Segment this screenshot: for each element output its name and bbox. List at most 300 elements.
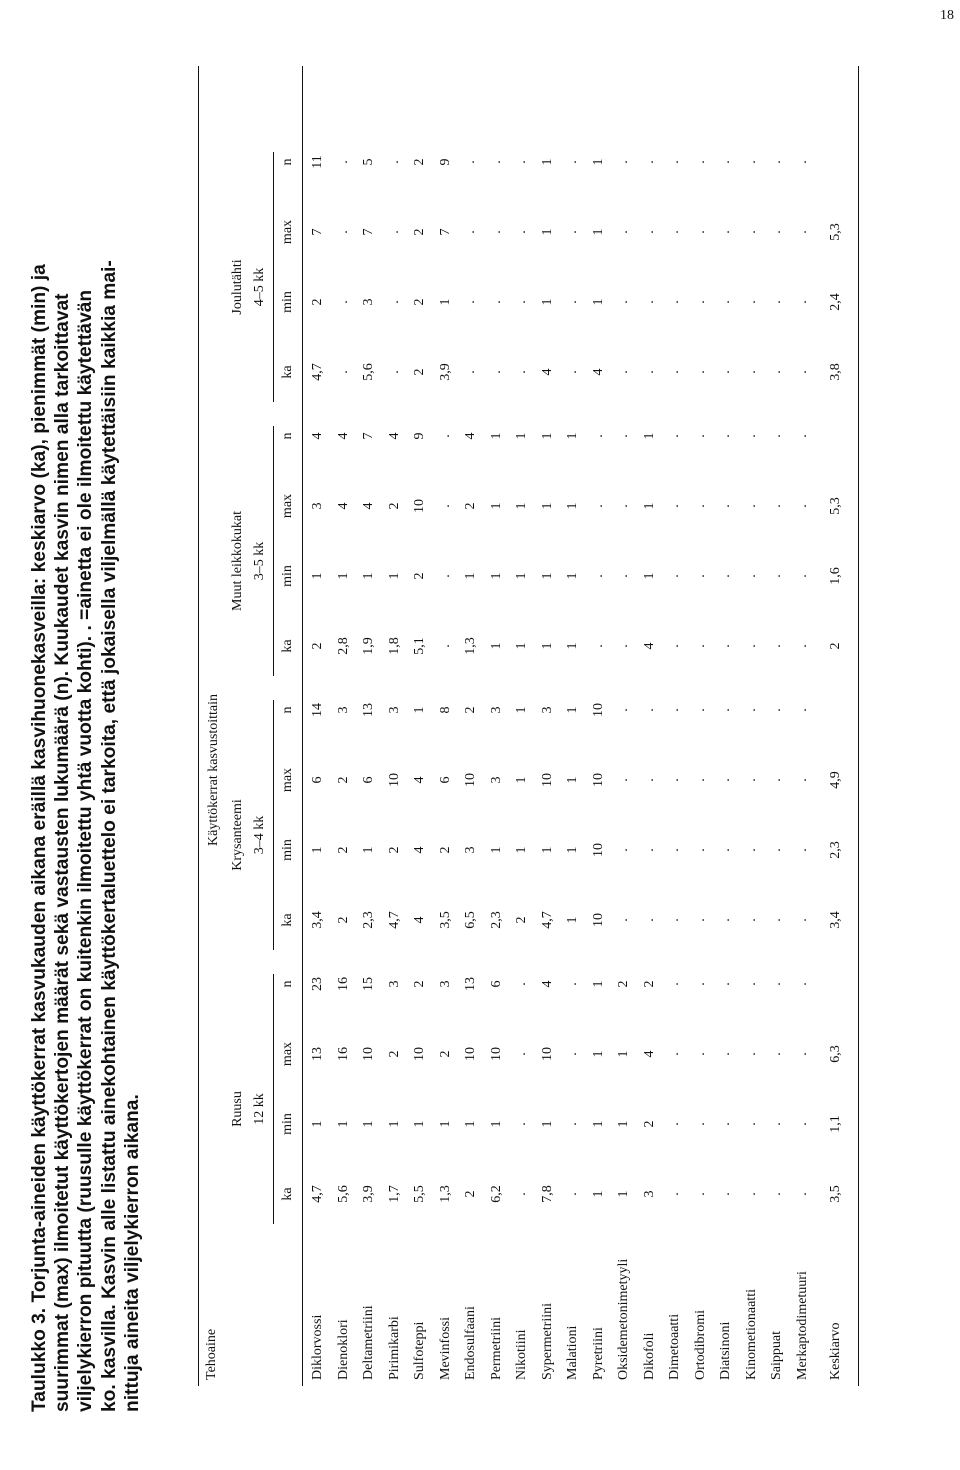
- table-cell: .: [692, 574, 708, 578]
- table-cell: .: [743, 1052, 759, 1056]
- table-cell: .: [718, 982, 733, 986]
- table-cell: .: [335, 300, 351, 304]
- table-cell: 1: [488, 432, 504, 440]
- table-cell: .: [718, 370, 733, 374]
- table-cell: .: [641, 778, 657, 782]
- table-cell: 10: [488, 1047, 504, 1061]
- table-cell: 6: [488, 980, 504, 988]
- table-cell: 5,6: [335, 1185, 351, 1203]
- table-cell: .: [794, 644, 810, 648]
- table-cell: .: [769, 708, 784, 712]
- table-cell: .: [641, 300, 657, 304]
- table-cell: 4,7: [539, 911, 555, 929]
- table-cell: 4: [386, 432, 402, 440]
- table-cell: 1: [616, 1050, 631, 1058]
- table-cell: .: [692, 1122, 708, 1126]
- table-cell: 2: [828, 642, 843, 650]
- table-cell: .: [718, 708, 733, 712]
- group-duration: 4–5 kk: [252, 267, 267, 307]
- table-cell: 13: [310, 1047, 325, 1061]
- column-subheader: ka: [280, 913, 295, 927]
- table-cell: 6,5: [463, 911, 478, 929]
- table-cell: 1,3: [437, 1185, 453, 1203]
- table-cell: .: [692, 1192, 708, 1196]
- row-label: Saippuat: [769, 1331, 784, 1380]
- table-cell: .: [667, 574, 682, 578]
- table-cell: .: [386, 160, 402, 164]
- table-cell: 1: [463, 572, 478, 580]
- table-cell: .: [386, 370, 402, 374]
- table-cell: .: [667, 504, 682, 508]
- table-cell: 1: [565, 776, 580, 784]
- table-cell: 10: [539, 773, 555, 787]
- table-cell: 1: [590, 1190, 606, 1198]
- column-subheader: min: [280, 839, 295, 861]
- row-label: Endosulfaani: [463, 1306, 478, 1380]
- table-cell: 15: [361, 977, 376, 991]
- table-cell: 2: [310, 642, 325, 650]
- table-cell: .: [769, 434, 784, 438]
- table-cell: .: [565, 300, 580, 304]
- table-cell: 2: [412, 572, 427, 580]
- caption-line: viljelykierron pituutta (ruusulle käyttökerrat on kuitenkin ilmoitettu yhtä vuotta kohti). . =ainetta ei ole ilmoitettu käytettävän: [75, 289, 97, 1412]
- table-cell: 3: [539, 706, 555, 714]
- table-cell: .: [743, 300, 759, 304]
- table-cell: .: [488, 300, 504, 304]
- table-cell: 6: [437, 776, 453, 784]
- table-cell: .: [794, 160, 810, 164]
- table-cell: .: [692, 848, 708, 852]
- column-subheader: n: [280, 432, 295, 440]
- table-cell: .: [718, 160, 733, 164]
- table-cell: 13: [361, 703, 376, 717]
- table-cell: 1: [590, 980, 606, 988]
- table-cell: 3,9: [361, 1185, 376, 1203]
- table-cell: 7: [361, 228, 376, 236]
- table-cell: .: [769, 982, 784, 986]
- table-cell: 4,7: [310, 1185, 325, 1203]
- table-cell: .: [692, 434, 708, 438]
- table-cell: 2: [335, 916, 351, 924]
- table-cell: 10: [386, 773, 402, 787]
- table-cell: 5,3: [828, 223, 843, 241]
- table-cell: 4: [412, 846, 427, 854]
- row-label: Oksidemetonimetyyli: [616, 1258, 631, 1380]
- table-cell: 4: [463, 432, 478, 440]
- table-cell: .: [718, 504, 733, 508]
- table-cell: 9: [412, 432, 427, 440]
- table-cell: 3,5: [828, 1185, 843, 1203]
- table-cell: .: [437, 644, 453, 648]
- column-subheader: min: [280, 565, 295, 587]
- table-cell: 4: [412, 916, 427, 924]
- table-cell: 1: [616, 1190, 631, 1198]
- table-cell: .: [514, 230, 529, 234]
- table-cell: 3,5: [437, 911, 453, 929]
- table-cell: .: [616, 848, 631, 852]
- table-cell: 3: [310, 502, 325, 510]
- table-cell: 6: [310, 776, 325, 784]
- table-cell: 3: [386, 706, 402, 714]
- caption-line: nittuja aineita viljelykierron aikana.: [121, 1094, 143, 1412]
- table-cell: 1: [616, 1120, 631, 1128]
- table-cell: .: [488, 230, 504, 234]
- table-cell: .: [743, 708, 759, 712]
- column-subheader: min: [280, 1113, 295, 1135]
- table-cell: 1: [590, 228, 606, 236]
- table-cell: 11: [310, 155, 325, 169]
- table-cell: .: [514, 1192, 529, 1196]
- table-cell: 2: [386, 846, 402, 854]
- table-cell: 9: [437, 158, 453, 166]
- table-cell: .: [743, 434, 759, 438]
- table-cell: 1: [539, 228, 555, 236]
- table-cell: .: [769, 644, 784, 648]
- table-cell: .: [565, 370, 580, 374]
- table-cell: .: [616, 644, 631, 648]
- table-cell: 16: [335, 977, 351, 991]
- table-cell: .: [437, 434, 453, 438]
- row-label: Dikofoli: [641, 1332, 657, 1380]
- table-cell: .: [718, 574, 733, 578]
- column-subheader: max: [280, 493, 295, 519]
- table-cell: .: [794, 1122, 810, 1126]
- table-cell: 2,3: [828, 841, 843, 859]
- table-cell: 1: [565, 572, 580, 580]
- table-cell: 3,8: [828, 363, 843, 381]
- table-cell: 5,3: [828, 497, 843, 515]
- table-cell: .: [769, 300, 784, 304]
- table-cell: .: [335, 370, 351, 374]
- table-cell: .: [667, 644, 682, 648]
- table-cell: 1: [539, 1120, 555, 1128]
- group-header: Ruusu: [230, 1091, 245, 1127]
- table-cell: .: [718, 1192, 733, 1196]
- table-cell: .: [514, 982, 529, 986]
- table-cell: .: [463, 300, 478, 304]
- table-cell: 3: [641, 1190, 657, 1198]
- table-cell: .: [667, 918, 682, 922]
- table-cell: .: [718, 644, 733, 648]
- table-cell: 1: [590, 298, 606, 306]
- table-cell: .: [794, 504, 810, 508]
- caption-line: suurimmat (max) ilmoitetut käyttökertojen määrät sekä vastausten lukumäärä (n). Kuukaudet kasvin nimen alla tarkoittavat: [52, 293, 74, 1412]
- table-cell: 1: [539, 502, 555, 510]
- table-cell: .: [463, 370, 478, 374]
- table-cell: .: [794, 230, 810, 234]
- column-subheader: max: [280, 1041, 295, 1067]
- table-header-rule: [302, 66, 303, 1386]
- table-cell: 13: [463, 977, 478, 991]
- row-label: Sulfoteppi: [412, 1321, 427, 1380]
- group-underline: [273, 974, 274, 1224]
- table-cell: 4,9: [828, 771, 843, 789]
- table-cell: .: [743, 504, 759, 508]
- table-cell: .: [335, 230, 351, 234]
- table-cell: .: [616, 434, 631, 438]
- table-cell: .: [616, 574, 631, 578]
- table-cell: .: [692, 504, 708, 508]
- table-cell: .: [692, 778, 708, 782]
- group-underline: [273, 700, 274, 950]
- row-label: Dimetoaatti: [667, 1313, 682, 1380]
- table-cell: 10: [590, 913, 606, 927]
- table-cell: .: [667, 370, 682, 374]
- table-cell: .: [590, 434, 606, 438]
- table-cell: 1: [565, 916, 580, 924]
- table-cell: .: [794, 434, 810, 438]
- table-cell: .: [769, 230, 784, 234]
- table-cell: .: [616, 778, 631, 782]
- table-cell: .: [794, 300, 810, 304]
- table-cell: 7: [437, 228, 453, 236]
- table-cell: .: [488, 370, 504, 374]
- table-cell: 3: [463, 846, 478, 854]
- table-cell: .: [769, 778, 784, 782]
- table-cell: 1: [310, 572, 325, 580]
- table-top-rule: [198, 66, 199, 1386]
- table-cell: 4: [641, 642, 657, 650]
- table-cell: 3: [488, 706, 504, 714]
- table-cell: 16: [335, 1047, 351, 1061]
- column-subheader: n: [280, 980, 295, 988]
- table-cell: 1: [514, 432, 529, 440]
- page-number: 18: [940, 8, 954, 23]
- table-cell: .: [514, 160, 529, 164]
- table-cell: 2: [437, 1050, 453, 1058]
- table-cell: .: [692, 370, 708, 374]
- table-cell: 6,2: [488, 1185, 504, 1203]
- table-cell: .: [667, 982, 682, 986]
- table-cell: .: [743, 1122, 759, 1126]
- table-cell: .: [437, 574, 453, 578]
- table-cell: 10: [463, 1047, 478, 1061]
- table-cell: 10: [590, 703, 606, 717]
- table-cell: 8: [437, 706, 453, 714]
- table-cell: 3,4: [310, 911, 325, 929]
- table-cell: 1: [488, 502, 504, 510]
- row-label: Merkaptodimetuuri: [794, 1271, 810, 1380]
- table-cell: .: [667, 160, 682, 164]
- table-cell: 1: [437, 298, 453, 306]
- table-cell: 2: [463, 502, 478, 510]
- table-cell: .: [718, 434, 733, 438]
- table-cell: 1,9: [361, 637, 376, 655]
- table-cell: .: [718, 918, 733, 922]
- table-cell: 1: [641, 432, 657, 440]
- table-cell: 1: [539, 572, 555, 580]
- table-cell: 7: [361, 432, 376, 440]
- table-cell: 4: [641, 1050, 657, 1058]
- table-cell: .: [743, 918, 759, 922]
- table-cell: .: [692, 982, 708, 986]
- table-cell: 1: [488, 846, 504, 854]
- table-cell: 4: [310, 432, 325, 440]
- table-cell: .: [335, 160, 351, 164]
- table-cell: .: [616, 918, 631, 922]
- table-cell: 1: [386, 572, 402, 580]
- table-cell: 2: [412, 368, 427, 376]
- table-cell: 1: [386, 1120, 402, 1128]
- table-cell: .: [641, 160, 657, 164]
- table-cell: .: [769, 848, 784, 852]
- table-cell: .: [743, 160, 759, 164]
- table-cell: .: [667, 300, 682, 304]
- table-cell: .: [641, 918, 657, 922]
- table-cell: 1: [514, 846, 529, 854]
- table-cell: .: [514, 1052, 529, 1056]
- table-cell: 1: [565, 706, 580, 714]
- table-cell: 1: [539, 298, 555, 306]
- table-cell: 10: [539, 1047, 555, 1061]
- table-cell: 1: [539, 642, 555, 650]
- table-cell: .: [386, 230, 402, 234]
- group-duration: 12 kk: [252, 1093, 267, 1125]
- table-cell: 1: [488, 642, 504, 650]
- caption-line: ko. kasvilla. Kasvin alle listattu ainekohtainen käyttökertaluettelo ei tarkoita, että jokaisella viljelmällä käytettäisiin kaikkia mai-: [98, 260, 120, 1412]
- table-cell: .: [743, 1192, 759, 1196]
- table-cell: .: [463, 160, 478, 164]
- table-cell: 3,4: [828, 911, 843, 929]
- table-cell: .: [590, 504, 606, 508]
- table-cell: .: [692, 644, 708, 648]
- table-cell: 2: [335, 846, 351, 854]
- table-cell: 1: [565, 502, 580, 510]
- table-cell: .: [769, 370, 784, 374]
- table-caption: [28, 92, 144, 1412]
- table-cell: .: [641, 848, 657, 852]
- table-cell: .: [692, 160, 708, 164]
- table-cell: 2,3: [488, 911, 504, 929]
- table-cell: 1: [514, 572, 529, 580]
- table-cell: .: [743, 574, 759, 578]
- table-cell: .: [743, 778, 759, 782]
- table-cell: .: [590, 574, 606, 578]
- table-cell: 2: [463, 706, 478, 714]
- table-cell: 6,3: [828, 1045, 843, 1063]
- table-cell: .: [488, 160, 504, 164]
- table-cell: .: [794, 708, 810, 712]
- table-cell: 1: [361, 572, 376, 580]
- table-cell: 1: [488, 1120, 504, 1128]
- table-cell: .: [667, 1192, 682, 1196]
- table-cell: 2: [437, 846, 453, 854]
- column-subheader: ka: [280, 1187, 295, 1201]
- table-cell: .: [794, 370, 810, 374]
- table-cell: 4: [590, 368, 606, 376]
- table-cell: 1: [590, 158, 606, 166]
- table-cell: .: [769, 160, 784, 164]
- table-cell: .: [616, 160, 631, 164]
- table-cell: .: [692, 230, 708, 234]
- table-cell: 1: [437, 1120, 453, 1128]
- table-cell: .: [616, 230, 631, 234]
- table-cell: .: [692, 1052, 708, 1056]
- table-cell: 2: [386, 1050, 402, 1058]
- group-duration: 3–5 kk: [252, 541, 267, 581]
- table-cell: 1: [335, 1120, 351, 1128]
- row-label: Kinometionaatti: [743, 1289, 759, 1380]
- table-cell: 2: [412, 980, 427, 988]
- table-cell: 2: [641, 980, 657, 988]
- row-label: Pyretriini: [590, 1327, 606, 1380]
- table-cell: .: [769, 1192, 784, 1196]
- table-cell: 1: [590, 1050, 606, 1058]
- table-cell: .: [667, 1122, 682, 1126]
- table-cell: 1: [539, 432, 555, 440]
- column-subheader: n: [280, 158, 295, 166]
- table-cell: .: [743, 644, 759, 648]
- table-cell: .: [641, 708, 657, 712]
- table-cell: .: [667, 230, 682, 234]
- group-header: Joulutähti: [230, 259, 245, 315]
- table-cell: 2: [641, 1120, 657, 1128]
- table-cell: 2,8: [335, 637, 351, 655]
- table-cell: .: [743, 370, 759, 374]
- group-header: Muut leikkokukat: [230, 511, 245, 611]
- table-cell: 4: [539, 368, 555, 376]
- table-cell: 1: [641, 572, 657, 580]
- table-cell: .: [769, 918, 784, 922]
- table-cell: 1,1: [828, 1115, 843, 1133]
- table-cell: 1: [310, 1120, 325, 1128]
- table-cell: .: [641, 370, 657, 374]
- column-subheader: n: [280, 706, 295, 714]
- table-cell: 10: [590, 843, 606, 857]
- table-cell: .: [794, 574, 810, 578]
- column-subheader: ka: [280, 365, 295, 379]
- table-cell: 1,6: [828, 567, 843, 585]
- table-cell: 1: [335, 572, 351, 580]
- table-cell: .: [718, 230, 733, 234]
- table-cell: 3: [488, 776, 504, 784]
- table-cell: .: [718, 1122, 733, 1126]
- table-cell: .: [769, 1052, 784, 1056]
- table-cell: .: [743, 848, 759, 852]
- table-cell: .: [667, 434, 682, 438]
- table-cell: 1,8: [386, 637, 402, 655]
- table-cell: 2: [412, 298, 427, 306]
- row-label: Pirimikarbi: [386, 1316, 402, 1380]
- table-cell: .: [718, 778, 733, 782]
- table-cell: 7,8: [539, 1185, 555, 1203]
- table-cell: .: [514, 1122, 529, 1126]
- row-label: Keskiarvo: [828, 1322, 843, 1380]
- table-cell: 14: [310, 703, 325, 717]
- table-cell: .: [565, 1052, 580, 1056]
- table-cell: 1: [641, 502, 657, 510]
- table-cell: .: [743, 982, 759, 986]
- table-cell: 2: [514, 916, 529, 924]
- table-cell: 10: [412, 1047, 427, 1061]
- table-cell: 2: [463, 1190, 478, 1198]
- table-cell: .: [565, 1122, 580, 1126]
- table-cell: 3: [386, 980, 402, 988]
- group-underline: [273, 426, 274, 676]
- row-label: Dienoklori: [335, 1319, 351, 1380]
- table-cell: .: [386, 300, 402, 304]
- column-subheader: max: [280, 219, 295, 245]
- table-cell: .: [794, 982, 810, 986]
- table-cell: .: [514, 300, 529, 304]
- table-cell: .: [692, 708, 708, 712]
- table-cell: 4,7: [386, 911, 402, 929]
- caption-line: Taulukko 3. Torjunta-aineiden käyttökerrat kasvukauden aikana eräillä kasvihuonekasveilla: keskiarvo (ka), pienimmät (min) ja: [29, 264, 50, 1412]
- row-label: Nikotiini: [514, 1329, 529, 1380]
- table-cell: 2: [412, 158, 427, 166]
- table-cell: 1: [514, 642, 529, 650]
- table-cell: 1: [412, 706, 427, 714]
